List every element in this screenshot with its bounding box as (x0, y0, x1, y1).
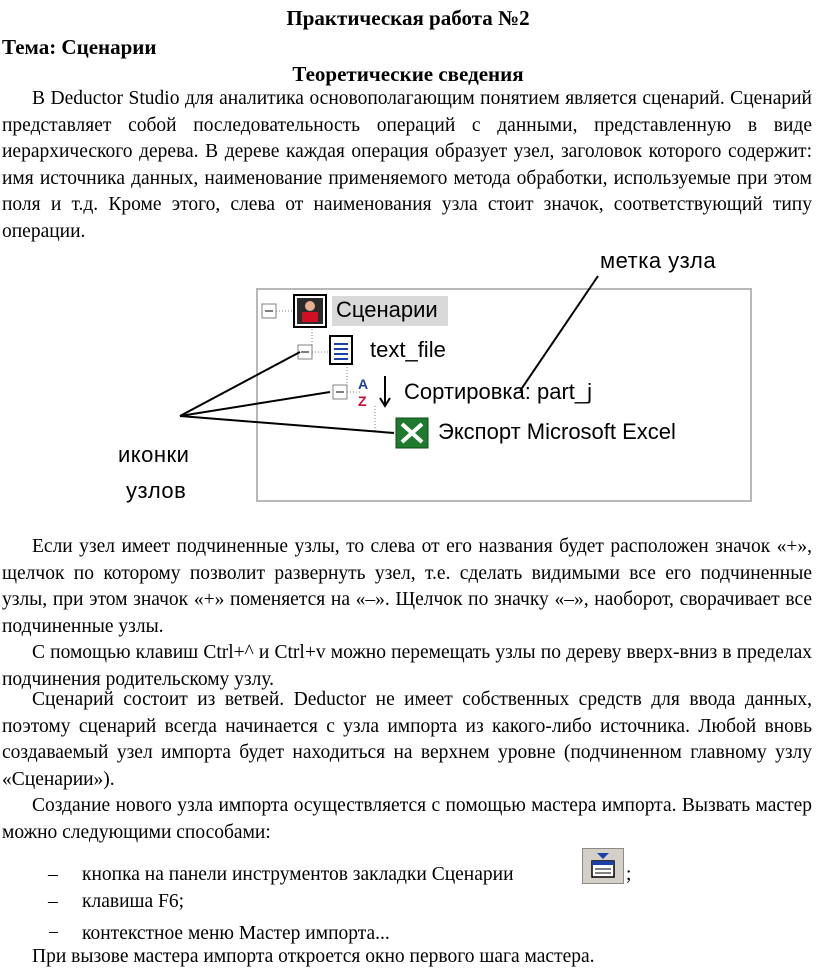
tree-node-sort[interactable]: Сортировка: part_j (404, 379, 592, 404)
list-suffix: ; (626, 864, 632, 885)
svg-text:A: A (358, 376, 369, 392)
annotation-icons-line2: узлов (126, 478, 187, 503)
paragraph-branches-text: Сценарий состоит из ветвей. Deductor не имеет собственных средств для ввода данных, поэтому сценарий всегда начинается с узла импорта из какого-либо источника. Любой вновь создаваемый узел импорта будет находиться на верхнем уровне (подчиненном главному узлу «Сценарии»). (2, 689, 812, 790)
import-wizard-icon (583, 849, 623, 883)
tree-node-scenarios[interactable]: Сценарии (336, 297, 438, 322)
paragraph-branches (2, 687, 812, 793)
list-dash: – (48, 891, 58, 912)
list-text: контекстное меню Мастер импорта... (82, 923, 390, 944)
sort-icon (358, 376, 390, 409)
paragraph-intro (2, 86, 812, 245)
text-file-icon (330, 336, 352, 364)
annotation-icons-line1: иконки (118, 442, 190, 467)
section-title: Теоретические сведения (292, 62, 524, 86)
paragraph-hotkeys (2, 640, 812, 693)
collapse-box-scenarios (262, 304, 276, 318)
paragraph-expand-text: Если узел имеет подчиненные узлы, то слева от его названия будет расположен значок «+», щелчок по которому позволит развернуть узел, т.е. сделать видимыми все его подчиненные узлы, при этом значок «+» поменяется на «–». Щелчок по значку «–», наоборот, сворачивает все подчиненные узлы. (2, 536, 812, 637)
list-text: кнопка на панели инструментов закладки Сценарии (82, 864, 514, 885)
import-wizard-toolbar-button[interactable] (582, 848, 624, 884)
document-title: Практическая работа №2 (286, 6, 530, 30)
list-text: клавиша F6; (82, 891, 185, 912)
tree-node-excel-export[interactable]: Экспорт Microsoft Excel (438, 419, 676, 444)
last-line: При вызове мастера импорта откроется окно первого шага мастера. (32, 946, 595, 967)
tree-node-text-file[interactable]: text_file (370, 337, 446, 362)
paragraph-import-wizard (2, 793, 812, 846)
svg-text:Z: Z (358, 393, 367, 409)
list-dash: − (48, 923, 59, 944)
paragraph-expand (2, 534, 812, 640)
excel-icon (396, 418, 428, 448)
collapse-box-text-file (298, 345, 312, 359)
document-topic: Тема: Сценарии (2, 35, 157, 59)
paragraph-import-wizard-text: Создание нового узла импорта осуществляется с помощью мастера импорта. Вызвать мастер можно следующими способами: (2, 795, 812, 843)
paragraph-hotkeys-text: С помощью клавиш Ctrl+^ и Ctrl+v можно перемещать узлы по дереву вверх-вниз в пределах подчинения родительскому узлу. (2, 642, 812, 690)
scenario-tree-figure (0, 246, 816, 524)
collapse-box-sort (333, 385, 347, 399)
scenarios-icon (294, 295, 326, 327)
list-dash: – (48, 864, 58, 885)
paragraph-intro-text: В Deductor Studio для аналитика основополагающим понятием является сценарий. Сценарий представляет собой последовательность операций с данными, представленную в виде иерархического дерева. В дереве каждая операция образует узел, заголовок которого содержит: имя источника данных, наименование применяемого метода обработки, используемые при этом поля и т.д. Кроме этого, слева от наименования узла стоит значок, соответствующий типу операции. (2, 88, 812, 242)
annotation-node-label: метка узла (600, 248, 717, 273)
